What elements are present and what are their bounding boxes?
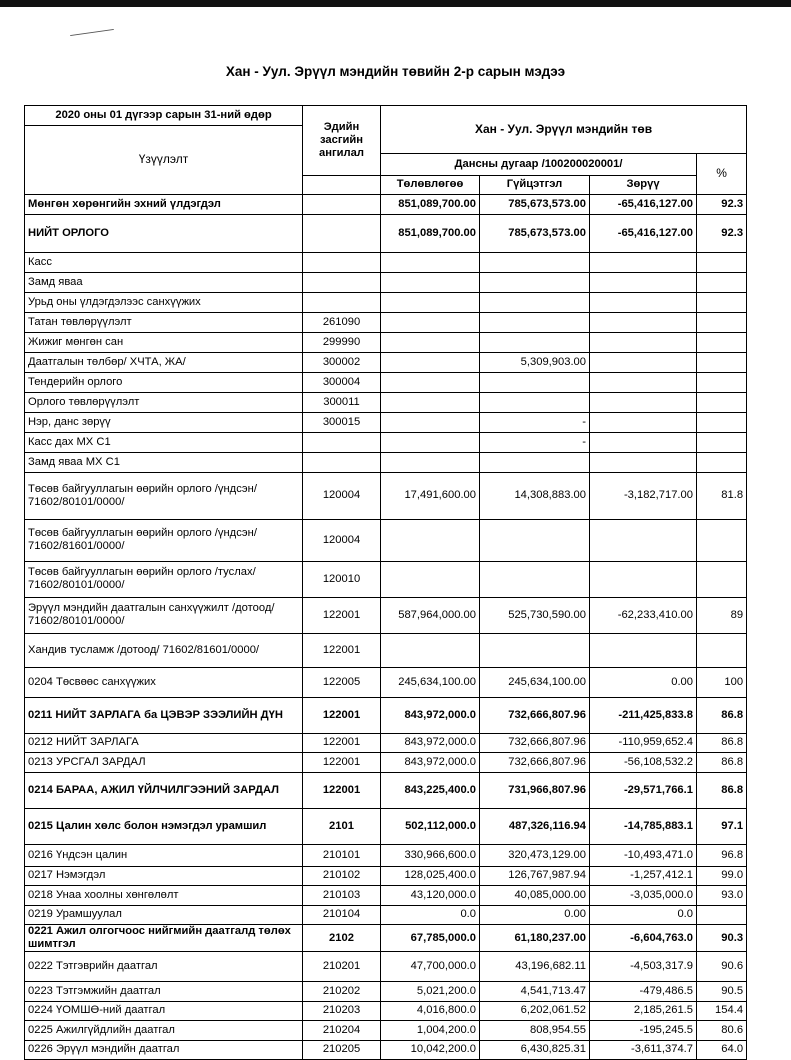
row-actual (480, 519, 590, 561)
row-plan: 47,700,000.0 (381, 952, 480, 982)
pen-mark (70, 29, 114, 36)
row-actual: 785,673,573.00 (480, 214, 590, 252)
row-plan: 5,021,200.0 (381, 982, 480, 1002)
row-label: 0221 Ажил олгогчоос нийгмийн даатгалд төлөх шимтгэл (25, 925, 303, 952)
row-diff (590, 272, 697, 292)
row-pct (697, 332, 747, 352)
row-plan (381, 633, 480, 667)
row-diff (590, 312, 697, 332)
row-actual: 6,202,061.52 (480, 1001, 590, 1021)
report-date: 2020 оны 01 дүгээр сарын 31-ний өдөр (25, 106, 303, 126)
actual-header: Гүйцэтгэл (480, 175, 590, 195)
table-row (25, 195, 747, 215)
row-pct (697, 292, 747, 312)
row-plan: 330,966,600.0 (381, 844, 480, 866)
table-row (25, 392, 747, 412)
row-code (303, 214, 381, 252)
row-diff: -3,035,000.0 (590, 886, 697, 906)
row-actual (480, 252, 590, 272)
row-pct: 96.8 (697, 844, 747, 866)
table-row (25, 1040, 747, 1060)
table-row (25, 412, 747, 432)
row-code: 210103 (303, 886, 381, 906)
table-row (25, 772, 747, 808)
row-diff: -479,486.5 (590, 982, 697, 1002)
table-row (25, 1021, 747, 1041)
table-row (25, 866, 747, 886)
row-actual: 245,634,100.00 (480, 667, 590, 697)
row-plan (381, 432, 480, 452)
row-diff: -110,959,652.4 (590, 733, 697, 753)
row-code: 122001 (303, 772, 381, 808)
row-code: 210205 (303, 1040, 381, 1060)
row-diff: 0.00 (590, 667, 697, 697)
row-code: 120004 (303, 472, 381, 519)
row-code: 122001 (303, 733, 381, 753)
row-actual: - (480, 432, 590, 452)
table-row (25, 252, 747, 272)
row-diff (590, 519, 697, 561)
row-plan (381, 352, 480, 372)
row-diff: -3,611,374.7 (590, 1040, 697, 1060)
table-row (25, 697, 747, 733)
row-diff (590, 412, 697, 432)
row-pct (697, 372, 747, 392)
row-code: 210201 (303, 952, 381, 982)
table-row (25, 982, 747, 1002)
row-pct (697, 905, 747, 925)
row-code: 210203 (303, 1001, 381, 1021)
row-actual: 731,966,807.96 (480, 772, 590, 808)
row-actual: 487,326,116.94 (480, 808, 590, 844)
row-label: 0223 Тэтгэмжийн даатгал (25, 982, 303, 1002)
table-row (25, 372, 747, 392)
row-label: 0219 Урамшуулал (25, 905, 303, 925)
row-label: Төсөв байгууллагын өөрийн орлого /үндсэн/ 71602/80101/0000/ (25, 472, 303, 519)
row-diff (590, 561, 697, 597)
row-diff: -29,571,766.1 (590, 772, 697, 808)
row-diff (590, 292, 697, 312)
table-row (25, 886, 747, 906)
row-actual (480, 561, 590, 597)
row-label: 0213 УРСГАЛ ЗАРДАЛ (25, 753, 303, 773)
row-label: 0215 Цалин хөлс болон нэмэгдэл урамшил (25, 808, 303, 844)
row-actual (480, 332, 590, 352)
row-actual (480, 452, 590, 472)
row-diff: -4,503,317.9 (590, 952, 697, 982)
row-pct (697, 312, 747, 332)
row-label: Касс (25, 252, 303, 272)
row-actual: 43,196,682.11 (480, 952, 590, 982)
row-label: 0216 Үндсэн цалин (25, 844, 303, 866)
row-plan (381, 292, 480, 312)
plan-header: Төлөвлөгөө (381, 175, 480, 195)
row-code: 122001 (303, 597, 381, 633)
table-row (25, 452, 747, 472)
row-diff: -6,604,763.0 (590, 925, 697, 952)
row-diff: -65,416,127.00 (590, 195, 697, 215)
row-plan (381, 332, 480, 352)
row-diff (590, 452, 697, 472)
row-code: 299990 (303, 332, 381, 352)
row-diff (590, 633, 697, 667)
row-label: 0217 Нэмэгдэл (25, 866, 303, 886)
row-label: 0222 Тэтгэврийн даатгал (25, 952, 303, 982)
row-pct (697, 452, 747, 472)
row-code: 210102 (303, 866, 381, 886)
row-label: Жижиг мөнгөн сан (25, 332, 303, 352)
row-plan: 843,972,000.0 (381, 733, 480, 753)
row-pct: 154.4 (697, 1001, 747, 1021)
row-code: 122001 (303, 633, 381, 667)
row-diff: -211,425,833.8 (590, 697, 697, 733)
row-actual: 14,308,883.00 (480, 472, 590, 519)
table-row (25, 952, 747, 982)
row-plan: 128,025,400.0 (381, 866, 480, 886)
row-label: Нэр, данс зөрүү (25, 412, 303, 432)
row-actual: 6,430,825.31 (480, 1040, 590, 1060)
row-pct (697, 561, 747, 597)
row-diff (590, 432, 697, 452)
row-actual: 525,730,590.00 (480, 597, 590, 633)
row-diff: -56,108,532.2 (590, 753, 697, 773)
row-plan (381, 372, 480, 392)
row-pct (697, 412, 747, 432)
row-code (303, 195, 381, 215)
row-pct: 64.0 (697, 1040, 747, 1060)
row-actual: 732,666,807.96 (480, 697, 590, 733)
row-label: Мөнгөн хөрөнгийн эхний үлдэгдэл (25, 195, 303, 215)
row-plan (381, 312, 480, 332)
row-pct: 92.3 (697, 214, 747, 252)
table-row (25, 292, 747, 312)
account-header: Дансны дугаар /100200020001/ (381, 153, 697, 175)
row-pct: 90.6 (697, 952, 747, 982)
row-label: 0224 ҮОМШӨ-ний даатгал (25, 1001, 303, 1021)
row-plan (381, 519, 480, 561)
row-pct (697, 272, 747, 292)
page-title: Хан - Уул. Эрүүл мэндийн төвийн 2-р сарын мэдээ (225, 64, 566, 79)
row-code: 2101 (303, 808, 381, 844)
row-plan (381, 412, 480, 432)
row-diff: -10,493,471.0 (590, 844, 697, 866)
row-code: 261090 (303, 312, 381, 332)
row-pct: 89 (697, 597, 747, 633)
row-label: Урьд оны үлдэгдэлээс санхүүжих (25, 292, 303, 312)
row-code: 122001 (303, 697, 381, 733)
diff-header: Зөрүү (590, 175, 697, 195)
row-plan: 17,491,600.00 (381, 472, 480, 519)
row-label: Тендерийн орлого (25, 372, 303, 392)
table-row (25, 633, 747, 667)
row-label: Татан төвлөрүүлэлт (25, 312, 303, 332)
row-label: Орлого төвлөрүүлэлт (25, 392, 303, 412)
row-diff (590, 332, 697, 352)
row-pct (697, 633, 747, 667)
row-label: 0218 Унаа хоолны хөнгөлөлт (25, 886, 303, 906)
row-pct: 97.1 (697, 808, 747, 844)
row-pct: 86.8 (697, 772, 747, 808)
row-plan: 0.0 (381, 905, 480, 925)
row-plan: 245,634,100.00 (381, 667, 480, 697)
row-plan (381, 252, 480, 272)
table-row (25, 472, 747, 519)
row-code: 210104 (303, 905, 381, 925)
row-label: Касс дах МХ С1 (25, 432, 303, 452)
row-actual: 732,666,807.96 (480, 733, 590, 753)
row-plan: 587,964,000.00 (381, 597, 480, 633)
row-actual (480, 292, 590, 312)
row-plan: 843,972,000.0 (381, 753, 480, 773)
row-actual (480, 272, 590, 292)
row-code: 122001 (303, 753, 381, 773)
row-code: 300004 (303, 372, 381, 392)
row-code: 2102 (303, 925, 381, 952)
row-pct: 86.8 (697, 733, 747, 753)
row-actual (480, 372, 590, 392)
table-row (25, 808, 747, 844)
row-pct: 86.8 (697, 753, 747, 773)
table-row (25, 844, 747, 866)
row-pct: 90.3 (697, 925, 747, 952)
row-plan (381, 452, 480, 472)
table-row (25, 1001, 747, 1021)
row-actual: 5,309,903.00 (480, 352, 590, 372)
row-code: 300015 (303, 412, 381, 432)
row-pct: 100 (697, 667, 747, 697)
row-pct (697, 352, 747, 372)
row-plan (381, 392, 480, 412)
row-diff (590, 352, 697, 372)
row-actual: 40,085,000.00 (480, 886, 590, 906)
row-label: 0204 Төсвөөс санхүүжих (25, 667, 303, 697)
table-row (25, 332, 747, 352)
row-pct: 92.3 (697, 195, 747, 215)
table-row (25, 753, 747, 773)
row-actual: 0.00 (480, 905, 590, 925)
row-label: 0226 Эрүүл мэндийн даатгал (25, 1040, 303, 1060)
row-code (303, 252, 381, 272)
row-code (303, 292, 381, 312)
row-label: 0212 НИЙТ ЗАРЛАГА (25, 733, 303, 753)
row-code (303, 452, 381, 472)
row-diff: -14,785,883.1 (590, 808, 697, 844)
row-label: Төсөв байгууллагын өөрийн орлого /үндсэн/ 71602/81601/0000/ (25, 519, 303, 561)
row-plan: 10,042,200.0 (381, 1040, 480, 1060)
row-code: 120010 (303, 561, 381, 597)
row-actual (480, 392, 590, 412)
report-table (24, 105, 747, 1060)
row-plan: 43,120,000.0 (381, 886, 480, 906)
table-row (25, 667, 747, 697)
row-actual: 4,541,713.47 (480, 982, 590, 1002)
row-actual: 61,180,237.00 (480, 925, 590, 952)
econ-class-header-spacer (303, 175, 381, 195)
row-code: 300011 (303, 392, 381, 412)
row-pct: 99.0 (697, 866, 747, 886)
table-row (25, 925, 747, 952)
row-diff: -195,245.5 (590, 1021, 697, 1041)
row-label: НИЙТ ОРЛОГО (25, 214, 303, 252)
row-actual: - (480, 412, 590, 432)
row-code: 122005 (303, 667, 381, 697)
row-code: 210204 (303, 1021, 381, 1041)
row-plan (381, 272, 480, 292)
row-pct: 80.6 (697, 1021, 747, 1041)
indicator-header: Үзүүлэлт (25, 125, 303, 195)
row-label: 0225 Ажилгүйдлийн даатгал (25, 1021, 303, 1041)
row-plan: 851,089,700.00 (381, 214, 480, 252)
table-row (25, 272, 747, 292)
table-row (25, 905, 747, 925)
row-actual (480, 312, 590, 332)
row-plan: 4,016,800.0 (381, 1001, 480, 1021)
row-plan (381, 561, 480, 597)
row-actual: 320,473,129.00 (480, 844, 590, 866)
row-code (303, 432, 381, 452)
table-row (25, 561, 747, 597)
econ-class-header: Эдийн засгийн ангилал (303, 106, 381, 176)
row-diff: 0.0 (590, 905, 697, 925)
table-row (25, 432, 747, 452)
row-diff: -65,416,127.00 (590, 214, 697, 252)
scan-top-edge (0, 0, 791, 7)
row-code (303, 272, 381, 292)
row-plan: 1,004,200.0 (381, 1021, 480, 1041)
row-label: Даатгалын төлбөр/ ХЧТА, ЖА/ (25, 352, 303, 372)
row-label: Хандив тусламж /дотоод/ 71602/81601/0000/ (25, 633, 303, 667)
row-code: 120004 (303, 519, 381, 561)
row-diff: -1,257,412.1 (590, 866, 697, 886)
row-pct: 86.8 (697, 697, 747, 733)
row-actual: 785,673,573.00 (480, 195, 590, 215)
row-plan: 843,972,000.0 (381, 697, 480, 733)
row-pct (697, 432, 747, 452)
row-plan: 843,225,400.0 (381, 772, 480, 808)
row-pct: 90.5 (697, 982, 747, 1002)
row-code: 210202 (303, 982, 381, 1002)
row-pct (697, 519, 747, 561)
table-row (25, 214, 747, 252)
row-code: 210101 (303, 844, 381, 866)
row-label: 0214 БАРАА, АЖИЛ ҮЙЛЧИЛГЭЭНИЙ ЗАРДАЛ (25, 772, 303, 808)
row-diff: 2,185,261.5 (590, 1001, 697, 1021)
row-diff: -3,182,717.00 (590, 472, 697, 519)
row-actual (480, 633, 590, 667)
row-code: 300002 (303, 352, 381, 372)
table-row (25, 352, 747, 372)
row-diff: -62,233,410.00 (590, 597, 697, 633)
table-row (25, 733, 747, 753)
row-diff (590, 252, 697, 272)
row-actual: 126,767,987.94 (480, 866, 590, 886)
row-pct: 93.0 (697, 886, 747, 906)
row-diff (590, 392, 697, 412)
row-pct (697, 252, 747, 272)
row-actual: 732,666,807.96 (480, 753, 590, 773)
row-label: Төсөв байгууллагын өөрийн орлого /туслах/ 71602/80101/0000/ (25, 561, 303, 597)
org-header: Хан - Уул. Эрүүл мэндийн төв (381, 106, 747, 154)
row-pct (697, 392, 747, 412)
row-label: 0211 НИЙТ ЗАРЛАГА ба ЦЭВЭР ЗЭЭЛИЙН ДҮН (25, 697, 303, 733)
row-actual: 808,954.55 (480, 1021, 590, 1041)
row-label: Замд яваа (25, 272, 303, 292)
row-diff (590, 372, 697, 392)
row-label: Эрүүл мэндийн даатгалын санхүүжилт /дотоод/ 71602/80101/0000/ (25, 597, 303, 633)
table-row (25, 312, 747, 332)
table-row (25, 597, 747, 633)
row-plan: 851,089,700.00 (381, 195, 480, 215)
row-plan: 67,785,000.0 (381, 925, 480, 952)
table-row (25, 519, 747, 561)
row-label: Замд яваа МХ С1 (25, 452, 303, 472)
pct-header: % (697, 153, 747, 195)
row-pct: 81.8 (697, 472, 747, 519)
row-plan: 502,112,000.0 (381, 808, 480, 844)
